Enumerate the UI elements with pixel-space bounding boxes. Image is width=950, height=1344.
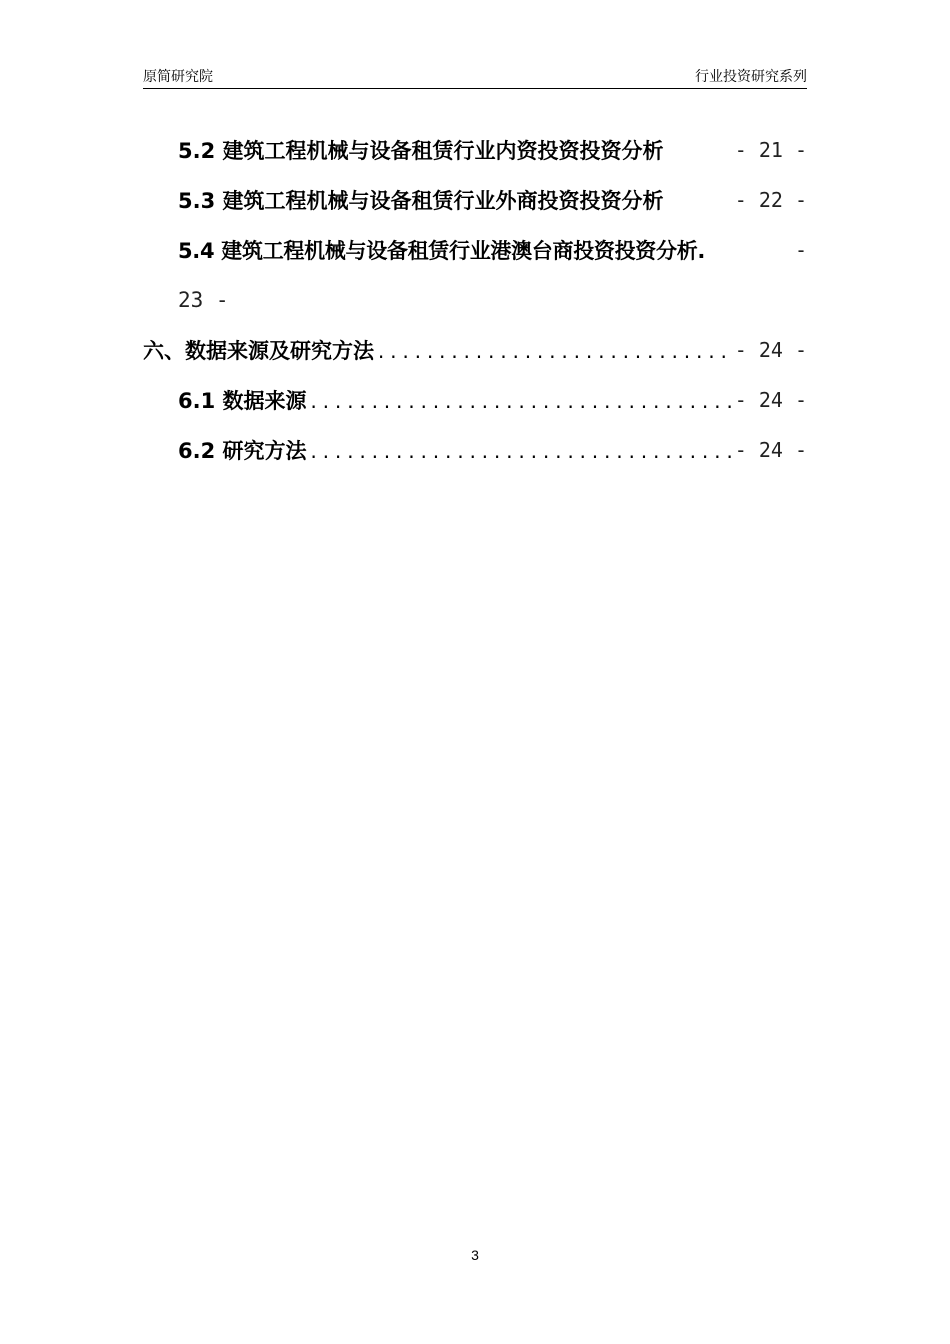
toc-entry-page: - 21 - bbox=[734, 138, 807, 162]
toc-entry-title: 6.1 数据来源 bbox=[178, 389, 307, 413]
toc-entry-title: 5.2 建筑工程机械与设备租赁行业内资投资投资分析 bbox=[178, 139, 664, 163]
toc-entry-5-4-continuation: 23 - bbox=[178, 288, 229, 312]
toc-entry-page: - bbox=[794, 238, 807, 262]
toc-dot-leader bbox=[309, 443, 733, 475]
toc-entry-6[interactable] bbox=[143, 325, 807, 375]
toc-entry-title: 六、数据来源及研究方法 bbox=[143, 339, 374, 363]
toc-entry-6-2[interactable] bbox=[143, 425, 807, 475]
toc-entry-page: - 22 - bbox=[734, 188, 807, 212]
toc-dot-leader bbox=[376, 343, 733, 375]
header-series-title: 行业投资研究系列 bbox=[695, 69, 807, 85]
toc-entry-title: 5.4 建筑工程机械与设备租赁行业港澳台商投资投资分析. bbox=[178, 239, 706, 263]
toc-entry-5-4[interactable] bbox=[143, 225, 807, 275]
toc-entry-6-1[interactable] bbox=[143, 375, 807, 425]
header-institute-name: 原简研究院 bbox=[143, 69, 213, 85]
toc-entry-title: 5.3 建筑工程机械与设备租赁行业外商投资投资分析 bbox=[178, 189, 664, 213]
toc-dot-leader bbox=[309, 393, 733, 425]
toc-entry-page: - 24 - bbox=[734, 438, 807, 462]
footer-page-number: 3 bbox=[471, 1247, 479, 1263]
toc-entry-page: - 24 - bbox=[734, 388, 807, 412]
page-header bbox=[143, 66, 807, 89]
toc-entry-page: - 24 - bbox=[734, 338, 807, 362]
toc-entry-5-2[interactable] bbox=[143, 125, 807, 175]
toc-entry-5-3[interactable] bbox=[143, 175, 807, 225]
table-of-contents bbox=[143, 125, 807, 475]
toc-entry-title: 6.2 研究方法 bbox=[178, 439, 307, 463]
